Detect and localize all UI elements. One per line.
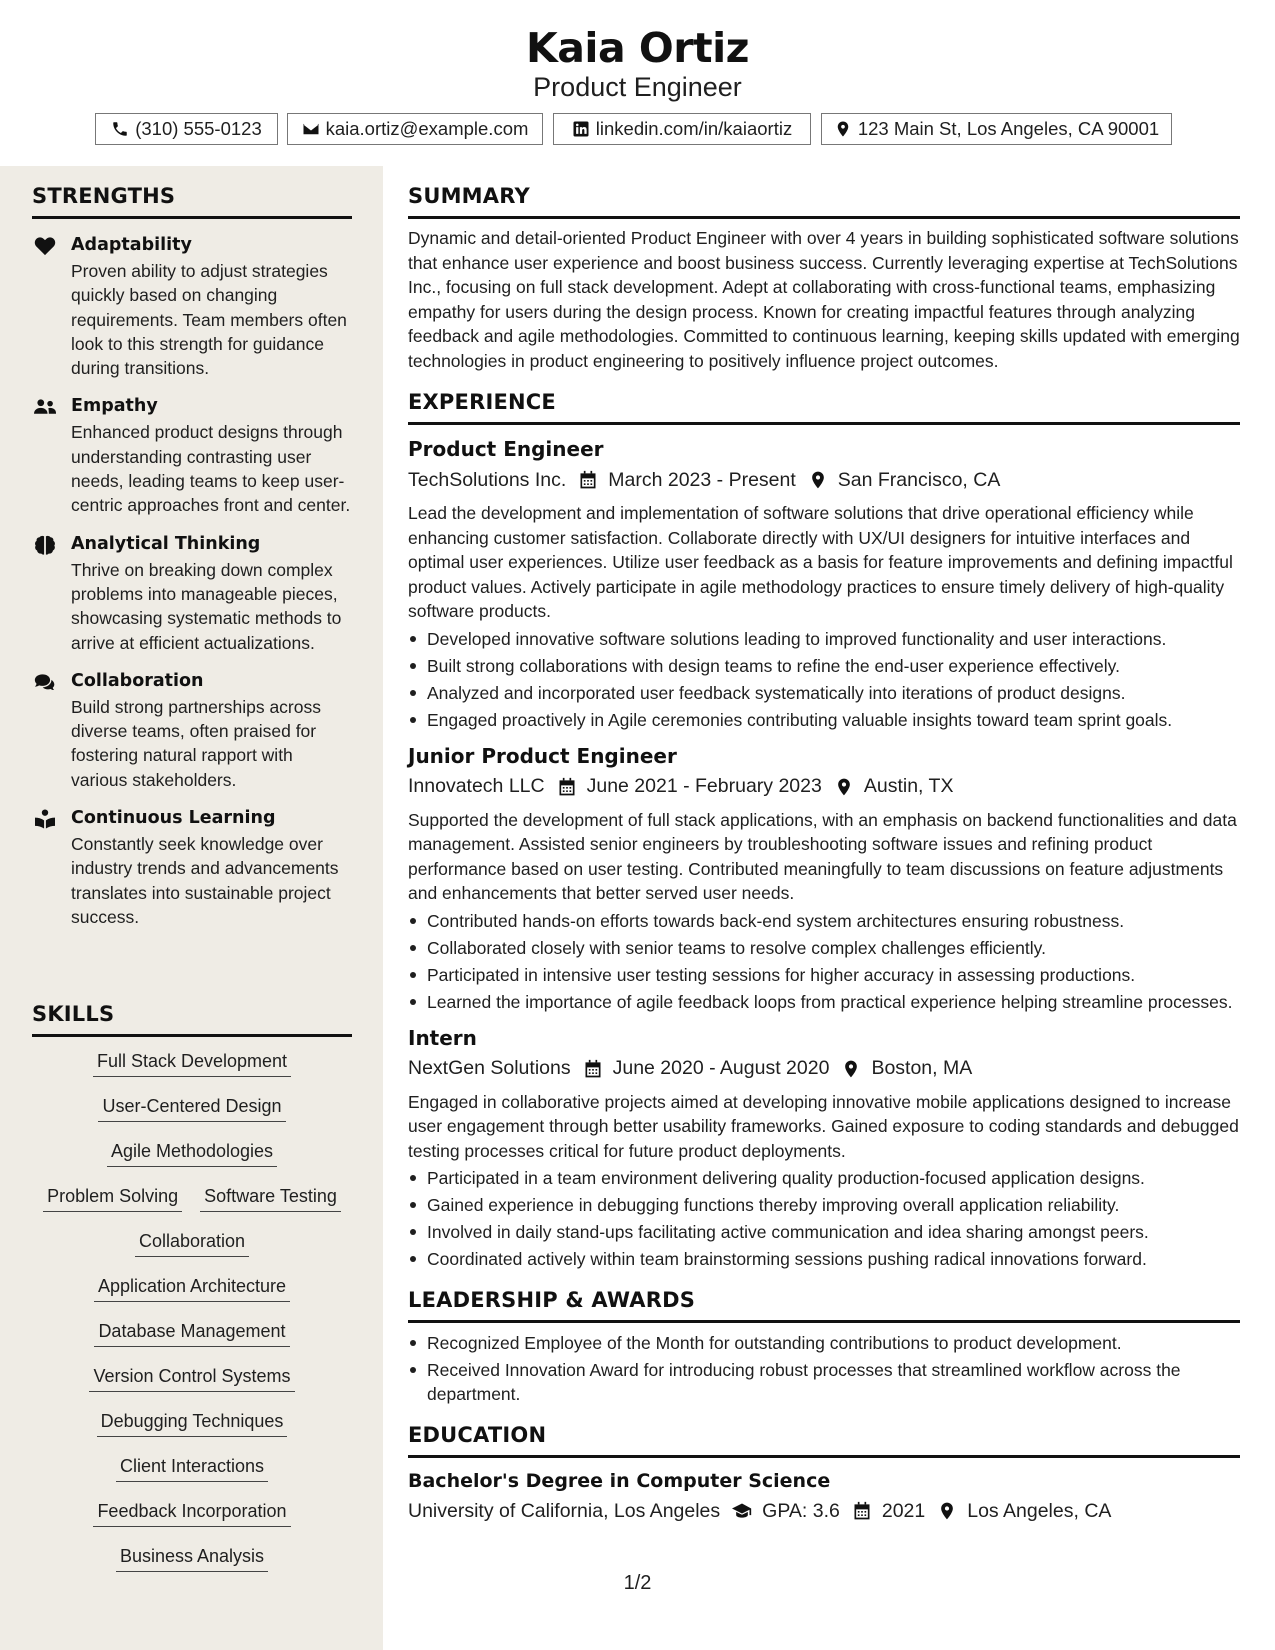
contact-phone-text: (310) 555-0123 [135,118,262,139]
comments-icon [34,672,56,692]
leadership-section [408,1288,1240,1406]
education-divider [408,1455,1240,1458]
users-icon [34,397,56,417]
heart-icon [34,236,56,256]
skill-tag: User-Centered Design [98,1094,285,1122]
company-name: TechSolutions Inc. [408,468,567,491]
strengths-heading: STRENGTHS [32,184,176,208]
job-bullet: Engaged proactively in Agile ceremonies contributing valuable insights toward team sprint goals. [408,708,1240,732]
job-meta [408,466,1240,494]
leadership-divider [408,1320,1240,1323]
contact-bar [0,113,1275,145]
strength-title: Adaptability [71,235,192,255]
skill-row [32,1229,352,1274]
calendar-icon [578,470,598,490]
skill-tag: Debugging Techniques [97,1409,288,1437]
strength-item [32,233,352,380]
contact-linkedin-text: linkedin.com/in/kaiaortiz [595,118,793,139]
skill-tag: Software Testing [200,1184,341,1212]
skill-tag: Problem Solving [43,1184,182,1212]
degree-title: Bachelor's Degree in Computer Science [408,1470,831,1492]
contact-address [821,113,1172,145]
envelope-icon [302,120,320,138]
contact-email-text: kaia.ortiz@example.com [325,118,529,139]
linkedin-icon [572,120,590,138]
education-meta [408,1497,1240,1525]
summary-heading: SUMMARY [408,184,530,208]
skill-tag: Version Control Systems [89,1364,294,1392]
leadership-item: Received Innovation Award for introducing robust processes that streamlined workflow across the department. [408,1358,1240,1406]
job-title: Product Engineer [408,437,604,461]
job-bullet: Gained experience in debugging functions thereby improving overall application reliability. [408,1193,1240,1217]
skill-row [32,1409,352,1454]
skill-tag: Collaboration [135,1229,249,1257]
gpa: GPA: 3.6 [762,1499,840,1522]
strength-item [32,806,352,929]
strength-item [32,669,352,792]
summary-divider [408,216,1240,219]
candidate-name: Kaia Ortiz [525,24,750,72]
skill-row [32,1094,352,1139]
education-heading: EDUCATION [408,1423,547,1447]
job-location: Austin, TX [863,775,954,797]
skill-tag: Full Stack Development [93,1049,291,1077]
strength-desc: Constantly seek knowledge over industry trends and advancements translates into sustainable project success. [71,834,339,927]
job-bullet: Participated in a team environment delivering quality production-focused application designs. [408,1166,1240,1190]
experience-heading: EXPERIENCE [408,390,556,414]
summary-text: Dynamic and detail-oriented Product Engineer with over 4 years in building sophisticated software solutions that enhance user experience and boost business success. Currently leveraging expertise at TechSolutions Inc., focusing on full stack development. Adept at collaborating with cross-functional teams, emphasizing empathy for users during the design process. Known for creating impactful features through analyzing feedback and agile methodologies. Committed to continuous learning, keeping skills updated with emerging technologies in product engineering to positively influence project outcomes. [408,228,1240,371]
map-pin-icon [808,470,828,490]
map-pin-icon [834,777,854,797]
job-dates: June 2020 - August 2020 [612,1057,830,1079]
job-bullets [408,627,1240,732]
skill-row [32,1319,352,1364]
job-description: Engaged in collaborative projects aimed at developing innovative mobile applications designed to increase user engagement through better usability frameworks. Gained exposure to coding standards and debugged testing processes critical for future product deployments. [408,1091,1239,1161]
skill-row [32,1454,352,1499]
strength-item [32,394,352,517]
experience-section [408,390,1240,1271]
job-bullet: Contributed hands-on efforts towards back-end system architectures ensuring robustness. [408,909,1240,933]
phone-icon [111,120,129,138]
job-bullet: Collaborated closely with senior teams to resolve complex challenges efficiently. [408,936,1240,960]
job-description: Supported the development of full stack applications, with an emphasis on backend functionalities and data management. Assisted senior engineers by troubleshooting software issues and refining product performance based on user testing. Contributed meaningfully to team discussions on feature adjustments and enhancements that better served user needs. [408,809,1237,903]
map-pin-icon [834,120,852,138]
book-reader-icon [34,809,56,829]
skill-row [32,1499,352,1544]
calendar-icon [583,1059,603,1079]
strength-title: Empathy [71,396,158,417]
map-pin-icon [841,1059,861,1079]
contact-email[interactable] [287,113,543,145]
strength-title: Collaboration [71,670,204,691]
job-bullets [408,909,1240,1014]
page-number: 1/2 [623,1572,652,1594]
main-content [408,166,1240,1525]
job-bullet: Learned the importance of agile feedback loops from practical experience helping streamline processes. [408,990,1240,1014]
education-section [408,1423,1240,1525]
skills-heading: SKILLS [32,1002,115,1026]
job-location: Boston, MA [871,1057,973,1079]
strength-item [32,532,352,655]
job-bullet: Participated in intensive user testing sessions for higher accuracy in assessing productions. [408,963,1240,987]
strength-desc: Proven ability to adjust strategies quickly based on changing requirements. Team members often look to this strength for guidance during transitions. [71,261,347,379]
strength-title: Analytical Thinking [71,533,261,554]
job-bullet: Built strong collaborations with design teams to refine the end-user experience effectively. [408,654,1240,678]
resume-header [0,0,1275,166]
job-bullets [408,1166,1240,1271]
strengths-section [32,184,352,929]
job-list [408,435,1240,1271]
job-bullet: Coordinated actively within team brainstorming sessions pushing radical innovations forward. [408,1247,1240,1271]
job-dates: March 2023 - Present [608,468,796,491]
contact-phone[interactable] [95,113,278,145]
contact-linkedin[interactable] [553,113,811,145]
strength-desc: Enhanced product designs through understanding contrasting user needs, leading teams to keep user-centric approaches front and center. [71,422,351,516]
skill-row [32,1184,352,1229]
school-location: Los Angeles, CA [967,1499,1112,1522]
strength-title: Continuous Learning [71,808,276,829]
skill-tag: Feedback Incorporation [93,1499,290,1527]
graduation-cap-icon [732,1501,752,1521]
experience-divider [408,422,1240,425]
job-entry [408,742,1240,1014]
skill-tag: Client Interactions [116,1454,268,1482]
brain-icon [34,535,56,555]
strength-desc: Build strong partnerships across diverse teams, often praised for fostering natural rapport with various stakeholders. [71,696,321,790]
job-dates: June 2021 - February 2023 [586,775,822,797]
skills-divider [32,1034,352,1037]
skill-row [32,1274,352,1319]
skill-tag: Database Management [94,1319,289,1347]
job-bullet: Analyzed and incorporated user feedback systematically into iterations of product designs. [408,681,1240,705]
school-name: University of California, Los Angeles [408,1499,721,1522]
strength-desc: Thrive on breaking down complex problems into manageable pieces, showcasing systematic methods to arrive at efficient actualizations. [71,559,342,653]
skill-row [32,1364,352,1409]
job-description: Lead the development and implementation of software solutions that drive operational efficiency while enhancing customer satisfaction. Collaborate directly with UX/UI designers for intuitive interfaces and optimal user experiences. Utilize user feedback as a basis for feature improvements and defining impactful product values. Actively participate in agile methodology practices to ensure timely delivery of high-quality software products. [408,503,1233,621]
skill-tag: Agile Methodologies [107,1139,277,1167]
skills-list [32,1049,352,1589]
job-meta [408,773,1240,801]
skills-section [32,1002,352,1589]
job-bullet: Developed innovative software solutions leading to improved functionality and user interactions. [408,627,1240,651]
map-pin-icon [937,1501,957,1521]
job-location: San Francisco, CA [837,468,1001,491]
skill-row [32,1139,352,1184]
sidebar [0,166,383,1650]
company-name: NextGen Solutions [408,1057,571,1079]
skill-row [32,1049,352,1094]
leadership-list [408,1331,1240,1406]
skill-tag: Application Architecture [94,1274,290,1302]
job-entry [408,435,1240,732]
job-meta [408,1055,1240,1083]
summary-section [408,184,1240,373]
candidate-role: Product Engineer [533,72,742,102]
job-title: Junior Product Engineer [408,743,677,768]
job-bullet: Involved in daily stand-ups facilitating active communication and idea sharing amongst peers. [408,1220,1240,1244]
leadership-heading: LEADERSHIP & AWARDS [408,1288,696,1312]
job-entry [408,1024,1240,1272]
skill-tag: Business Analysis [116,1544,268,1572]
strengths-divider [32,216,352,219]
company-name: Innovatech LLC [408,775,545,797]
calendar-icon [852,1501,872,1521]
contact-address-text: 123 Main St, Los Angeles, CA 90001 [857,118,1160,139]
leadership-item: Recognized Employee of the Month for outstanding contributions to product development. [408,1331,1240,1355]
job-title: Intern [408,1025,477,1050]
calendar-icon [557,777,577,797]
graduation-year: 2021 [881,1499,926,1522]
